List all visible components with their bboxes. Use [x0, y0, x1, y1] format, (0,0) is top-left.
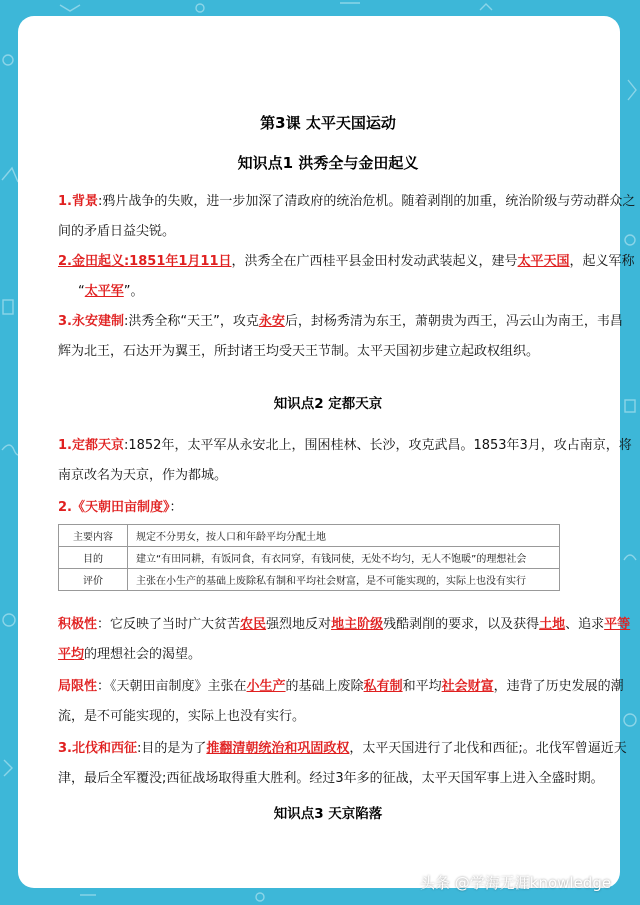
- kp1-heading: 知识点1 洪秀全与金田起义: [237, 154, 419, 172]
- kw-landlord-class: 地主阶级: [331, 617, 384, 632]
- kp2-land-system-colon: ：: [169, 500, 183, 515]
- kp2-heading: 知识点2 定都天京: [273, 396, 383, 412]
- table-key: 目的: [59, 547, 128, 569]
- limitation-text-c: 和平均: [402, 679, 442, 694]
- limitation-text-d: ，违背了历史发展的潮: [493, 679, 624, 694]
- kp1-jintian-line-1: [58, 250, 635, 269]
- kp2-positive-line-2: [58, 643, 201, 662]
- land-system-table: [58, 524, 560, 591]
- kp2-capital-line-1: [58, 434, 632, 453]
- positive-text-b: 强烈地反对: [266, 617, 332, 632]
- limitation-text-a: ：《天朝田亩制度》主张在: [97, 679, 247, 694]
- kw-private-ownership: 私有制: [363, 679, 403, 694]
- watermark: 头条 @学海无涯knowledge: [420, 874, 612, 892]
- kp2-expedition-line-1: [58, 737, 627, 756]
- kp2-capital-label: 1.定都天京: [58, 438, 124, 453]
- table-value: 建立“有田同耕，有饭同食，有衣同穿，有钱同使，无处不均匀，无人不饱暖”的理想社会: [128, 547, 560, 569]
- expedition-label: 3.北伐和西征: [58, 741, 137, 756]
- table-row: [59, 525, 560, 547]
- table-key: 评价: [59, 569, 128, 591]
- kp1-jintian-label: 2.金田起义:1851年1月11日: [58, 254, 232, 269]
- kp2-capital-text: :1852年，太平军从永安北上，围困桂林、长沙，攻克武昌。1853年3月，攻占南京，将: [123, 438, 632, 453]
- limitation-label: 局限性: [58, 679, 98, 694]
- positive-text-c: 残酷剥削的要求，以及获得: [383, 617, 540, 632]
- table-value: 主张在小生产的基础上废除私有制和平均社会财富，是不可能实现的，实际上也没有实行: [128, 569, 560, 591]
- kp1-yongan-label: 3.永安建制: [58, 314, 124, 329]
- limitation-text-b: 的基础上废除: [285, 679, 364, 694]
- kp2-limitation-line-2: 流，是不可能实现的，实际上也没有实行。: [58, 709, 306, 724]
- kw-yongan: 永安: [258, 314, 285, 329]
- kp2-capital-line-2: 南京改名为天京，作为都城。: [58, 468, 228, 483]
- kp2-expedition-line-2: 津，最后全军覆没;西征战场取得重大胜利。经过3年多的征战，太平天国军事上进入全盛时期。: [58, 771, 604, 786]
- kp1-yongan-line-1: [58, 310, 623, 329]
- kp1-yongan-line-2: 辉为北王，石达开为翼王，所封诸王均受天王节制。太平天国初步建立起政权组织。: [58, 344, 540, 359]
- expedition-text-b: ，太平天国进行了北伐和西征;。北伐军曾逼近天: [349, 741, 627, 756]
- document-page: [18, 16, 636, 888]
- kp1-background-label: 1.背景: [58, 194, 98, 209]
- kw-social-wealth: 社会财富: [441, 679, 494, 694]
- kp2-limitation-line-1: [58, 675, 624, 694]
- table-value: 规定不分男女，按人口和年龄平均分配土地: [128, 525, 560, 547]
- kp2-land-system-label: 2.《天朝田亩制度》: [58, 500, 170, 515]
- kp1-yongan-text-b: 后，封杨秀清为东王，萧朝贵为西王，冯云山为南王，韦昌: [284, 314, 623, 329]
- positive-label: 积极性: [58, 617, 98, 632]
- kw-taiping-army: 太平军: [84, 284, 124, 299]
- kw-overthrow-qing: 推翻清朝统治和巩固政权: [206, 741, 350, 756]
- positive-text-a: ：它反映了当时广大贫苦: [97, 617, 241, 632]
- kw-land: 土地: [539, 617, 566, 632]
- quote-open: “: [78, 284, 85, 299]
- positive-text-d: 、追求: [565, 617, 605, 632]
- kw-small-production: 小生产: [246, 679, 286, 694]
- kp1-background-line-2: 间的矛盾日益尖锐。: [58, 224, 176, 239]
- kp1-jintian-line-2: [78, 280, 144, 299]
- kp1-jintian-text-a: ，洪秀全在广西桂平县金田村发动武装起义，建号: [231, 254, 518, 269]
- positive-text-e: 的理想社会的渴望。: [84, 647, 202, 662]
- table-row: [59, 547, 560, 569]
- lesson-title: 第3课 太平天国运动: [260, 114, 396, 132]
- table-row: [59, 569, 560, 591]
- kw-taiping-tianguo: 太平天国: [517, 254, 570, 269]
- quote-close: ”。: [123, 284, 144, 299]
- expedition-text-a: :目的是为了: [136, 741, 207, 756]
- kp1-background-line-1: [58, 190, 635, 209]
- kp1-yongan-text-a: :洪秀全称“天王”，攻克: [123, 314, 259, 329]
- kp1-background-text: :鸦片战争的失败，进一步加深了清政府的统治危机。随着剥削的加重，统治阶级与劳动群众之: [97, 194, 636, 209]
- kp1-jintian-text-b: ，起义军称: [569, 254, 635, 269]
- kw-equality: 平等: [604, 617, 631, 632]
- kp2-positive-line-1: [58, 613, 630, 632]
- table-key: 主要内容: [59, 525, 128, 547]
- kp3-heading: 知识点3 天京陷落: [273, 806, 383, 822]
- kw-peasants: 农民: [240, 617, 267, 632]
- kp2-land-system-line: [58, 496, 183, 515]
- kw-equal-share: 平均: [58, 647, 85, 662]
